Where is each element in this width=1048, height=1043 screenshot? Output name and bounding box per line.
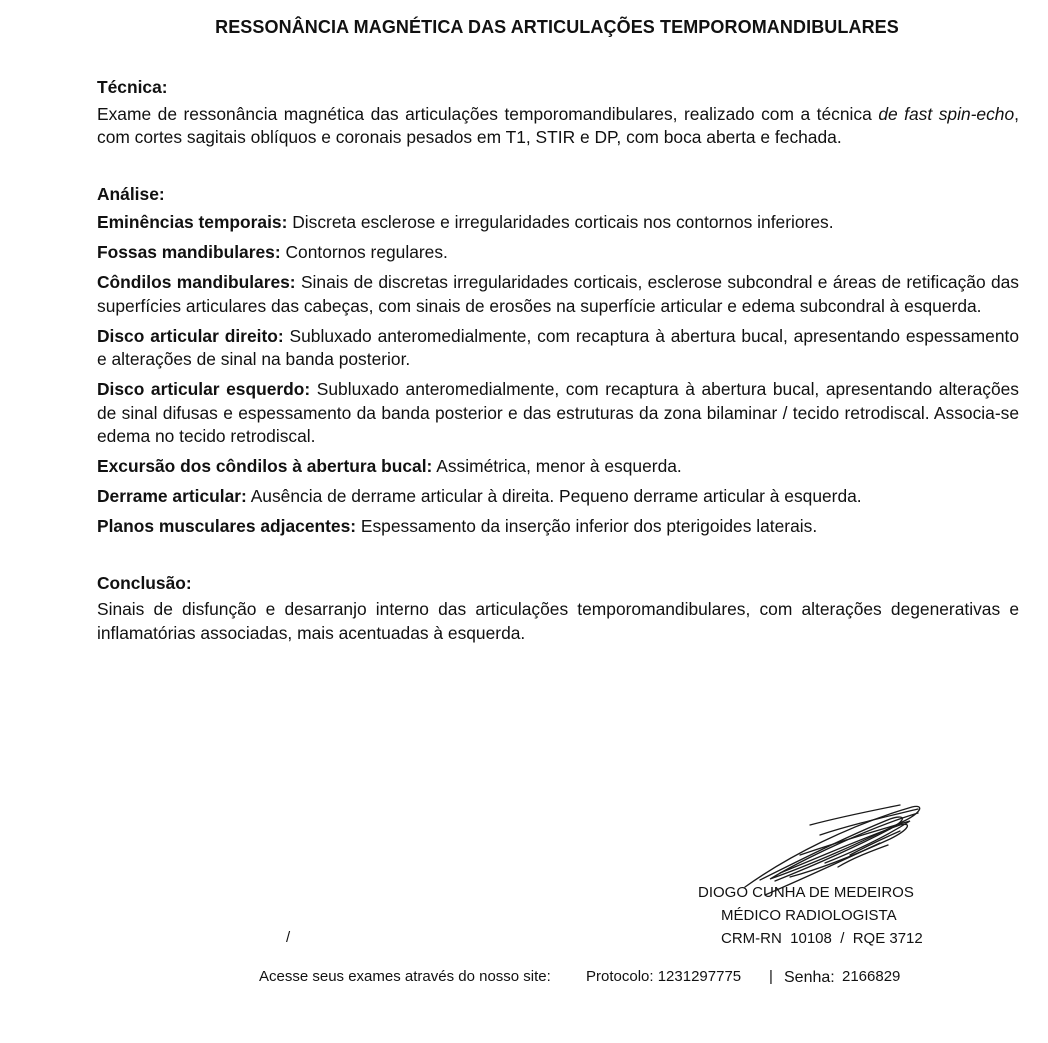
- analise-item-text: Assimétrica, menor à esquerda.: [432, 456, 682, 476]
- footer-protocolo: [586, 968, 741, 985]
- analise-item-text: Subluxado anteromedialmente, com recaptura à abertura bucal, apresentando espessamento e alterações de sinal na banda posterior.: [97, 325, 1019, 369]
- analise-item-label: Côndilos mandibulares:: [97, 272, 296, 292]
- analise-item-text: Subluxado anteromedialmente, com recaptura à abertura bucal, apresentando alterações de sinal difusas e espessamento da banda posterior e das estruturas da zona bilaminar / tecido retrodiscal. Associa-se edema no tecido retrodiscal.: [97, 379, 1020, 446]
- analise-item-text: Contornos regulares.: [280, 242, 448, 262]
- analise-item: [97, 271, 1019, 318]
- analise-item-label: Disco articular esquerdo:: [97, 379, 311, 399]
- analise-item-label: Eminências temporais:: [97, 212, 288, 232]
- report-title: RESSONÂNCIA MAGNÉTICA DAS ARTICULAÇÕES TEMPOROMANDIBULARES: [215, 17, 899, 37]
- physician-name: DIOGO CUNHA DE MEDEIROS: [698, 884, 914, 901]
- analise-item-label: Fossas mandibulares:: [97, 242, 281, 262]
- physician-crm: CRM-RN 10108 / RQE 3712: [721, 930, 923, 947]
- analise-item-label: Planos musculares adjacentes:: [97, 516, 357, 536]
- tecnica-text-part: , com cortes sagitais oblíquos e coronais pesados em T1, STIR e DP, com boca aberta e fechada.: [97, 103, 1019, 147]
- analise-item-text: Discreta esclerose e irregularidades corticais nos contornos inferiores.: [287, 212, 834, 232]
- slash-mark: /: [286, 929, 291, 946]
- report-body: [97, 76, 1019, 645]
- protocolo-value: 1231297775: [657, 968, 742, 985]
- analise-item-text: Sinais de discretas irregularidades corticais, esclerose subcondral e áreas de retificação das superfícies articulares das cabeças, com sinais de erosões na superfície articular e edema subcondral à esquerda.: [97, 272, 1019, 316]
- analise-list: [97, 211, 1019, 539]
- conclusao-heading: Conclusão:: [97, 572, 192, 593]
- analise-item: [97, 325, 1019, 372]
- analise-item: [97, 455, 1019, 479]
- analise-heading: Análise:: [97, 183, 165, 204]
- analise-item: [97, 211, 1019, 235]
- handwritten-signature: [650, 795, 1010, 920]
- signature-block: [650, 795, 1010, 920]
- analise-item-label: Disco articular direito:: [97, 325, 284, 346]
- conclusao-text: Sinais de disfunção e desarranjo interno das articulações temporomandibulares, com alterações degenerativas e inflamatórias associadas, mais acentuadas à esquerda.: [97, 599, 1019, 643]
- footer-site-text: Acesse seus exames através do nosso site:: [259, 968, 551, 985]
- senha-label: Senha:: [784, 969, 835, 986]
- analise-item-text: Espessamento da inserção inferior dos pterigoides laterais.: [356, 516, 818, 536]
- senha-value: 2166829: [842, 968, 901, 985]
- tecnica-italic-text: de fast spin-echo: [878, 103, 1015, 124]
- tecnica-text: [97, 103, 1019, 150]
- analise-item-text: Ausência de derrame articular à direita. Pequeno derrame articular à esquerda.: [246, 486, 862, 506]
- analise-item-label: Excursão dos côndilos à abertura bucal:: [97, 456, 433, 476]
- analise-item: [97, 378, 1019, 449]
- tecnica-text-part: Exame de ressonância magnética das articulações temporomandibulares, realizado com a técnica: [97, 103, 879, 124]
- footer-separator: |: [769, 968, 773, 985]
- tecnica-heading: Técnica:: [97, 77, 168, 97]
- analise-item: [97, 241, 1019, 265]
- analise-item-label: Derrame articular:: [97, 486, 247, 506]
- analise-item: [97, 515, 1019, 539]
- physician-role: MÉDICO RADIOLOGISTA: [721, 907, 897, 924]
- protocolo-label: Protocolo:: [586, 968, 654, 985]
- analise-item: [97, 485, 1019, 509]
